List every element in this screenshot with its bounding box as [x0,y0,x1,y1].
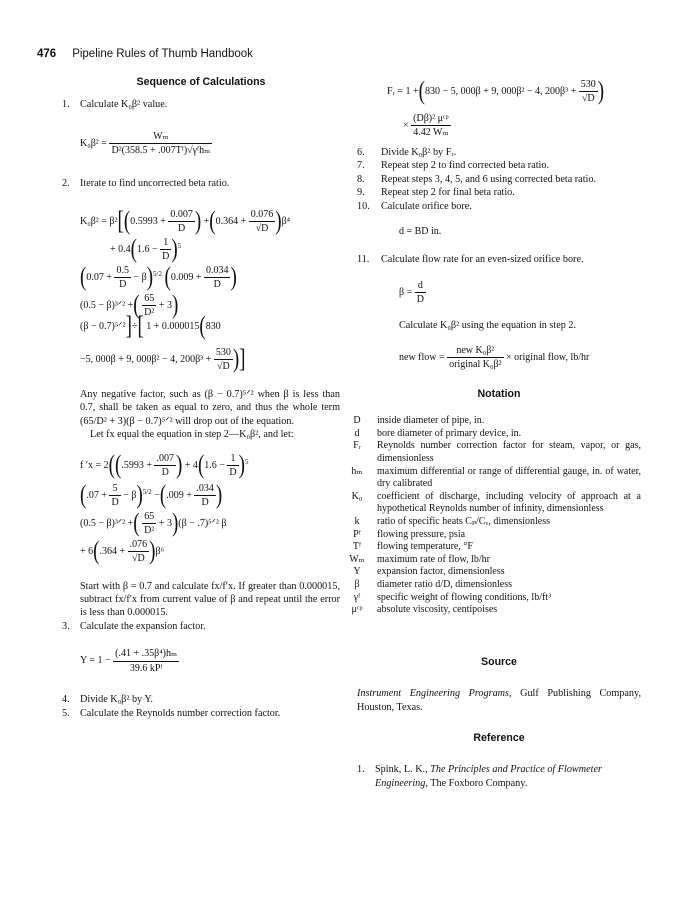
negative-factor-note: Any negative factor, such as (β − 0.7)⁵ᐟ² when β is less than 0.7, shall be taken as equal to zero, and thus the whole term (65/D² + 3)(β − 0.7)⁵ᐟ² will drop out of the equation. [80,389,340,427]
eq-reynolds-correction: Fᵣ = 1 +(830 − 5, 000β + 9, 000β² − 4, 200β³ + $\frac{530}{√D}$ ) × (Dβ)² μᶜᵖ 4.42 Wₘ [387,76,605,139]
source-rest: , Gulf Publishing Company, Houston, Texas. [357,688,641,713]
notation-item [337,491,641,516]
notation-item [337,428,641,441]
eq-new-flow: new flow = new K₀β² original K₀β² × original flow, lb/hr [399,345,590,371]
step-4: 4. Divide K₀β² by Y. [62,694,153,706]
source-title: Instrument Engineering Programs [357,688,509,700]
eq-iteration: K₀β² = β²[(0.5993 + $\frac{0.007}{D}$ ) +(0.364 + $\frac{0.076}{√D}$ )β⁴ + 0.4(1.6 − $\frac{1}{D}$ )$^5$ (0.07 + $\frac{0.5}{D}$ − β)$^{5/2}$ (0.009 + $\frac{0.034}{D}$ ) (0.5 − β)³ᐟ² +( $\frac{65}{\text{D²}}$ + 3) (β − 0.7)⁵ᐟ²]÷[ 1 + 0.000015(830 −5, 000β + 9, 000β² − 4, 200β³ + $\frac{530}{√D}$ )] [80,206,291,374]
notation-symbol: D [353,415,361,427]
notation-symbol: k [354,516,360,528]
step-1: 1. Calculate K₀β² value. [62,99,168,111]
source-heading: Source [481,655,517,668]
notation-item [337,566,641,579]
notation-definition: specific weight of flowing conditions, lb/ft³ [377,591,552,603]
notation-item [337,516,641,529]
page-header [37,48,253,60]
step-10: 10. Calculate orifice bore. [357,200,472,212]
notation-item [337,415,641,428]
notation-symbol: γᶠ [353,591,361,603]
notation-definition: expansion factor, dimensionless [377,566,505,578]
step-3: 3. Calculate the expansion factor. [62,620,206,632]
notation-symbol: β [354,579,360,590]
notation-definition: maximum rate of flow, lb/hr [377,553,490,565]
notation-definition: coefficient of discharge, including velocity of approach at a hypothetical Reynolds number of infinity, dimensionless [377,490,641,515]
right-column [349,76,641,790]
step-6: 6. Divide K₀β² by Fᵣ. [357,147,457,158]
notation-list [337,415,641,617]
notation-definition: bore diameter of primary device, in. [377,427,522,439]
notation-item [337,604,641,617]
eq-beta: β = $\frac{d}{D}$ [399,279,424,306]
step-11: 11. Calculate flow rate for an even-sized orifice bore. [357,254,584,266]
notation-definition: absolute viscosity, centipoises [377,604,498,616]
notation-item [337,554,641,567]
notation-symbol: μᶜᵖ [351,604,363,616]
notation-item [337,579,641,592]
notation-definition: inside diameter of pipe, in. [377,415,485,427]
left-column [62,76,340,720]
notation-item [337,592,641,605]
notation-item [337,529,641,542]
notation-symbol: d [354,427,360,439]
reference-heading: Reference [473,732,525,744]
steps-6-10 [357,146,641,213]
notation-item [337,466,641,491]
notation-definition: maximum differential or range of differential gauge, in. of water, dry calibrated [377,465,641,490]
step-7: 7. Repeat step 2 to find corrected beta ratio. [357,160,550,172]
notation-symbol: Tᶠ [352,541,362,553]
notation-symbol: Pᶠ [353,528,361,540]
notation-symbol: K₀ [351,490,363,502]
notation-item [337,440,641,465]
eq-expansion-factor: Y = 1 − (.41 + .35β⁴)hₘ 39.6 kPᶠ [80,648,178,674]
notation-definition: flowing temperature, °F [377,541,473,553]
notation-definition: ratio of specific heats Cₚ/Cᵥ, dimensionless [377,516,551,528]
eq-derivative: f ′x = 2((.5993 + $\frac{.007}{D}$ ) + 4(1.6 − $\frac{1}{D}$ )$^5$ (.07 + $\frac{5}{D}$ − β)$^{5/2}$ −(.009 + $\frac{.034}{D}$ ) (0.5 − β)³ᐟ² +( $\frac{65}{\text{D²}}$ + 3)(β − .7)⁵ᐟ² β + 6(.364 + $\frac{.076}{√D}$ )β⁶ [80,450,249,566]
notation-item [337,541,641,554]
source-text [357,687,641,714]
notation-definition: Reynolds number correction factor for steam, vapor, or gas, dimensionless [377,440,641,465]
notation-symbol: Wₘ [349,553,365,565]
notation-definition: diameter ratio d/D, dimensionless [377,579,512,590]
step-5: 5. Calculate the Reynolds number correction factor. [62,707,281,719]
step-9: 9. Repeat step 2 for final beta ratio. [357,187,515,199]
eq-k0-beta: K₀β² = Wₘ D²(358.5 + .007Tᶠ)√γᶠhₘ [80,130,211,157]
step-2: 2. Iterate to find uncorrected beta ratio. [62,177,230,189]
notation-symbol: Y [353,566,361,578]
notation-symbol: hₘ [351,465,363,477]
page-number: 476 [37,48,57,60]
sequence-heading: Sequence of Calculations [136,76,266,88]
running-title: Pipeline Rules of Thumb Handbook [72,48,253,60]
eq-orifice-bore: d = BD in. [399,226,442,238]
notation-heading: Notation [477,387,521,400]
notation-symbol: Fᵣ [353,440,361,452]
reference-item: 1. Spink, L. K., The Principles and Practice of Flowmeter Engineering, The Foxboro Company. [357,764,602,789]
fx-definition: Let fx equal the equation in step 2—K₀β², and let: [90,429,294,441]
iteration-instructions: Start with β = 0.7 and calculate fx/f′x. If greater than 0.000015, subtract fx/f′x from current value of β and repeat until the error is less than 0.000015. [80,580,340,619]
step-8: 8. Repeat steps 3, 4, 5, and 6 using corrected beta ratio. [357,173,597,185]
calc-k0-text: Calculate K₀β² using the equation in step 2. [399,319,577,331]
notation-definition: flowing pressure, psia [377,528,466,540]
